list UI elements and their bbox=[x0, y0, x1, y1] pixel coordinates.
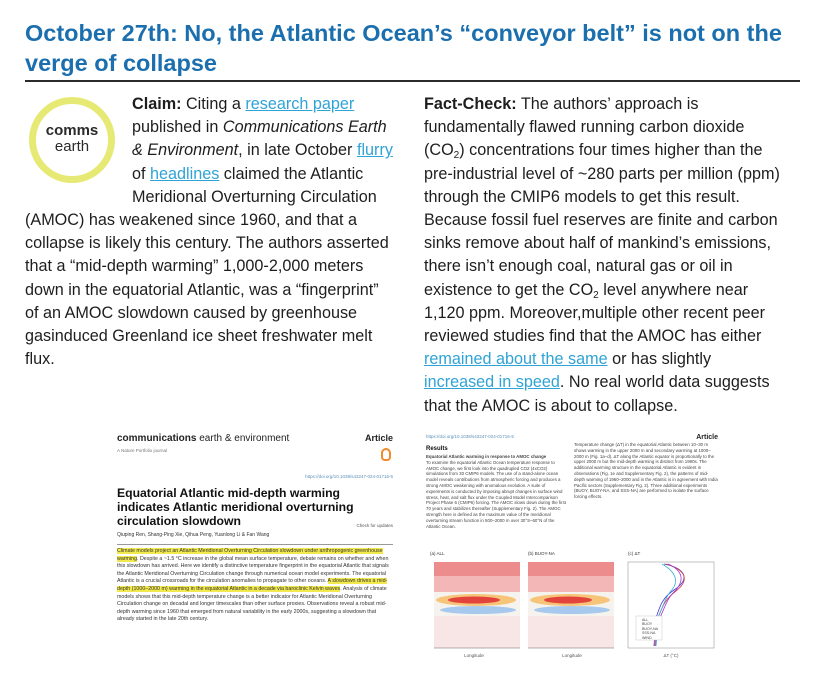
co2-subscript: 2 bbox=[453, 150, 460, 162]
warm-band-top bbox=[434, 562, 520, 576]
claim-text-3: , in late October bbox=[238, 141, 357, 160]
cool-band bbox=[534, 606, 610, 614]
portfolio-line: A Nature Portfolio journal bbox=[117, 448, 168, 453]
heatmap-all bbox=[426, 558, 522, 660]
temperature-profile bbox=[624, 558, 718, 660]
results-heading: Results bbox=[426, 446, 448, 452]
panel-xlabel: ΔT (°C) bbox=[663, 653, 679, 658]
check-updates-badge: Check for updates bbox=[356, 523, 393, 528]
logo-word-earth: earth bbox=[54, 138, 90, 155]
claim-text-4: of bbox=[132, 164, 150, 183]
figure-panel-all bbox=[426, 551, 522, 660]
paper-results-page-image bbox=[424, 428, 720, 678]
abstract-highlight: A slowdown drives a mid-depth (1000–2000 m) warming in the equatorial Atlantic in a decade via baroclinic Kelvin waves bbox=[117, 578, 388, 592]
panel-label: (c) ΔT bbox=[628, 551, 641, 556]
comms-earth-logo bbox=[25, 93, 120, 188]
cool-band bbox=[440, 606, 516, 614]
abstract-text: . Despite a ~1.5 °C increase in the global mean surface temperature, debate remains on whether and when this slowdown has arrived. Here we identify a distinctive temperature fingerprint in the equatorial Atlantic that signals the Atlantic Meridional Overturning Circulation change through numerical ocean model experiments. The equatorial Atlantic is a crucial crossroads for the circulation anomalies to propagate to other oceans. bbox=[117, 555, 389, 585]
journal-header-rest: earth & environment bbox=[196, 433, 290, 444]
mid-depth-core bbox=[448, 597, 500, 604]
results-left-body: To examine the equatorial Atlantic Ocean temperature response to AMOC change, we first look into the quadrupled CO2 (4xCO2) simulations from 30 CMIP6 models. The use of a stand-alone ocean model reveals contributions from atmospheric forcing and produces a strong AMOC weakening with anomalous evolution. A suite of experiments is conducted by imposing abrupt changes in surface wind stress, heat, and salt flux under the Coupled Model Intercomparison Project Phase 6 (CMIP6) forcing. The AMOC slows down during the first 70 years and stabilizes thereafter (Supplementary Fig. 2). The AMOC strength here is defined as the maximum value of the meridional overturning stream function in 500–2000 m over 30°S–60°N of the Atlantic Ocean. bbox=[426, 459, 566, 529]
flurry-link[interactable]: flurry bbox=[356, 141, 393, 160]
article-label: Article bbox=[364, 433, 393, 443]
mid-depth-core bbox=[544, 597, 592, 604]
legend-entry: WIND bbox=[642, 635, 652, 640]
journal-header bbox=[117, 433, 289, 444]
panel-xlabel: Longitude bbox=[562, 653, 582, 658]
paper-authors: Qiuping Ren, Shang-Ping Xie, Qihua Peng, Yuanlong Li & Fan Wang bbox=[117, 532, 270, 538]
deep-layer bbox=[528, 616, 614, 648]
abstract-divider bbox=[117, 544, 393, 545]
legend-entry: SSS-NA bbox=[642, 631, 656, 636]
deep-layer bbox=[434, 616, 520, 648]
journal-name: Communications Earth & Environment bbox=[132, 118, 387, 160]
legend-entry: ALL bbox=[642, 618, 649, 622]
abstract-highlight: Climate models project an Atlantic Meridional Overturning Circulation slowdown under anthropogenic greenhouse warming bbox=[117, 548, 383, 562]
remained-same-link[interactable]: remained about the same bbox=[424, 350, 608, 369]
headlines-link[interactable]: headlines bbox=[150, 164, 220, 183]
paper-doi: https://doi.org/10.1038/s43247-024-01716-5 bbox=[305, 474, 393, 479]
results-doi: https://doi.org/10.1038/s43247-024-01716-5 bbox=[426, 434, 514, 439]
claim-text-5: claimed the Atlantic Meridional Overturning Circulation (AMOC) has weakened since 1960, and that a collapse is likely this century. The authors asserted that a “mid-depth warming” 1,000-2,000 meters down in the equatorial Atlantic, was a “fingerprint” of an AMOC slowdown caused by greenhouse gasinduced Greenland ice sheet freshwater melt flux. bbox=[25, 164, 389, 369]
results-subheading: Equatorial Atlantic warming in response to AMOC change bbox=[426, 454, 547, 459]
panel-label: (a) ALL bbox=[430, 551, 445, 556]
factcheck-text-1: The authors’ approach is fundamentally flawed running carbon dioxide (CO bbox=[424, 95, 745, 160]
paper-abstract bbox=[117, 548, 393, 624]
research-paper-link[interactable]: research paper bbox=[245, 95, 355, 113]
factcheck-label: Fact-Check: bbox=[424, 95, 517, 113]
paper-title: Equatorial Atlantic mid-depth warming indicates Atlantic meridional overturning circulation slowdown bbox=[117, 486, 354, 528]
journal-header-bold: communications bbox=[117, 433, 197, 444]
results-right-text: Temperature change (ΔT) in the equatorial Atlantic between 10–30 m shows warming in the upper 2000 m and secondary warming at 1000–2000 m (Fig. 1a–d). ΔT along the Atlantic equator is proportionally to the upper 2000 m but the mid-depth warming is distinct from 1990s. The additional warming structure in the equatorial Atlantic is evident in observations (Fig. 1e and Supplementary Fig. 2), the patterns of mid-depth warming of 1960–2000 and in the Atlantic is in agreement with India Pacific sectors (Supplementary Fig. 2). Three additional experiments (BUOY, BUOY-NA, and SSS-NA) are performed to isolate the surface forcing effects. bbox=[574, 442, 718, 500]
open-access-icon bbox=[381, 448, 391, 461]
results-article-label: Article bbox=[696, 434, 718, 441]
claim-section bbox=[25, 93, 395, 371]
legend-entry: BUOY bbox=[642, 622, 653, 627]
factcheck-text-5: . No real world data suggests that the AMOC is about to collapse. bbox=[424, 373, 770, 415]
factcheck-section bbox=[424, 93, 784, 418]
panel-label: (b) BUOY-NA bbox=[528, 551, 555, 556]
claim-label: Claim: bbox=[132, 95, 182, 113]
abstract-text: . Analysis of climate models shows that this mid-depth temperature change is a better indicator for Atlantic Meridional Overturning Circulation change on decadal and longer timescales than other surface proxies. Observations reveal a robust mid-depth warming since 1960 that emerged from natural variability in the early 2000s, suggesting a slowdown that already started in the late 20th century. bbox=[117, 585, 387, 623]
page-title: October 27th: No, the Atlantic Ocean’s “conveyor belt” is not on the verge of collapse bbox=[25, 20, 782, 76]
warm-band-top bbox=[528, 562, 614, 576]
factcheck-text-2: ) concentrations four times higher than the pre-industrial level of ~280 parts per million (ppm) through the CMIP6 models to get this result. Because fossil fuel reserves are finite and carbon sinks remove about half of mankind’s emissions, there isn’t enough coal, natural gas or oil in existence to get the CO bbox=[424, 141, 780, 299]
heatmap-buoy bbox=[524, 558, 620, 660]
increased-speed-link[interactable]: increased in speed bbox=[424, 373, 560, 392]
legend-entry: BUOY-NA bbox=[642, 626, 659, 631]
figure-panel-profile bbox=[624, 551, 718, 660]
claim-text-1: Citing a bbox=[181, 95, 246, 113]
figure-panel-buoy bbox=[524, 551, 620, 660]
factcheck-text-3: level anywhere near 1,120 ppm. Moreover,multiple other recent peer reviewed studies find that the AMOC has either bbox=[424, 280, 766, 346]
co2-subscript: 2 bbox=[593, 289, 599, 301]
factcheck-text-4: or has slightly bbox=[607, 350, 712, 369]
panel-xlabel: Longitude bbox=[464, 653, 484, 658]
claim-text-2: published in bbox=[132, 118, 223, 137]
logo-word-comms: comms bbox=[45, 122, 99, 139]
paper-first-page-image bbox=[115, 428, 397, 678]
results-left-text bbox=[426, 454, 566, 529]
profile-legend bbox=[642, 618, 658, 640]
title-divider bbox=[25, 80, 800, 82]
